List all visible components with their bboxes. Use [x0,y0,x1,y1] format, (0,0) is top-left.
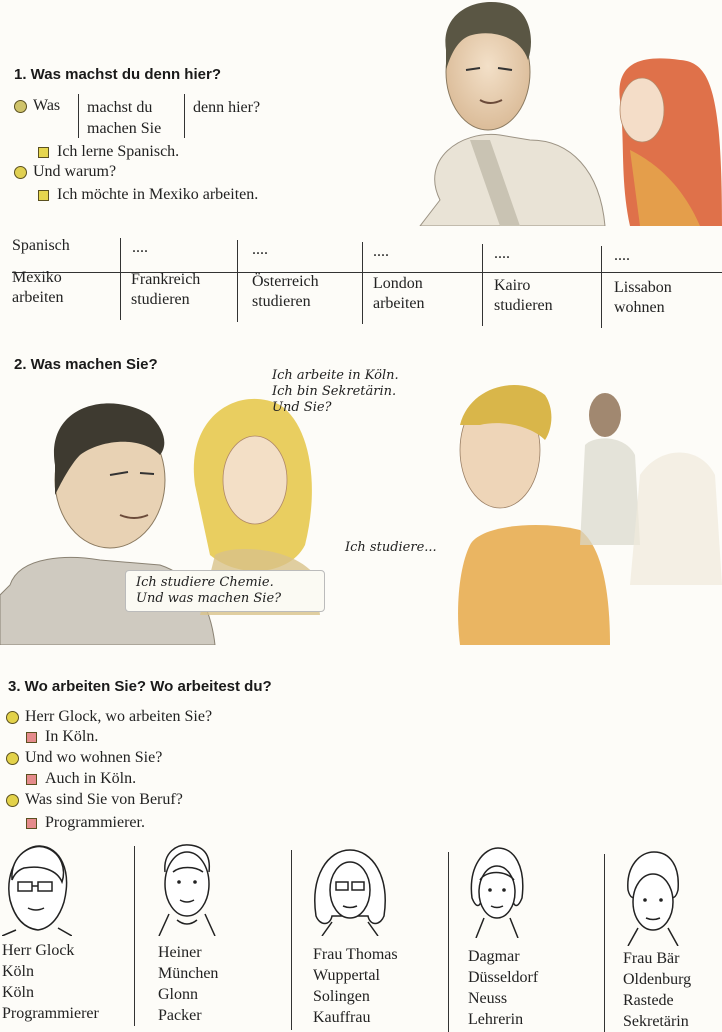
illustration-man-and-woman [380,0,722,226]
question-dot-icon [14,100,27,113]
dialog-question: Was sind Sie von Beruf? [6,790,183,810]
dialog-question: Herr Glock, wo arbeiten Sie? [6,707,212,727]
portrait-herr-glock [2,840,72,936]
person-card-dagmar: Dagmar Düsseldorf Neuss Lehrerin [468,948,539,1028]
question-dot-icon [6,794,19,807]
question-dot-icon [6,752,19,765]
table-header-cell: Spanisch [12,237,70,254]
table-column-rule [120,238,121,320]
person-card-frau-thomas: Frau Thomas Wuppertal Solingen Kauffrau [313,946,398,1026]
table-header-cell: .... [614,247,630,264]
answer-square-icon [38,147,49,158]
table-divider [12,272,722,273]
table-header-cell: .... [494,245,510,262]
portrait-frau-baer [620,850,684,946]
option-divider-left [78,94,79,138]
portrait-dagmar [466,846,528,938]
person-column-rule [604,854,605,1032]
portrait-heiner [155,842,219,936]
dialog-answer: In Köln. [26,727,98,747]
dialog-question: Und wo wohnen Sie? [6,748,162,768]
person-column-rule [448,852,449,1032]
question-dot-icon [14,166,27,179]
dialog-question-1 [14,96,60,116]
table-column-rule [482,244,483,326]
dialog-question-2: Und warum? [14,162,116,182]
answer-square-icon [26,774,37,785]
answer-square-icon [38,190,49,201]
person-card-heiner: Heiner München Glonn Packer [158,944,219,1024]
table-cell: Lissabon wohnen [614,279,672,316]
dialog-answer-1: Ich lerne Spanisch. [38,142,179,162]
person-card-herr-glock: Herr Glock Köln Köln Programmierer [2,942,99,1022]
table-header-cell: .... [252,241,268,258]
table-cell: Österreich studieren [252,273,319,310]
table-column-rule [362,242,363,324]
dialog-answer-2: Ich möchte in Mexiko arbeiten. [38,185,258,205]
table-header-cell: .... [132,239,148,256]
option-divider-right [184,94,185,138]
speech-bubble-secretary: Ich arbeite in Köln. Ich bin Sekretärin. Und Sie? [272,368,399,415]
person-column-rule [291,850,292,1030]
portrait-frau-thomas [310,846,390,936]
table-cell: London arbeiten [373,275,425,312]
question-prefix: Was [33,97,61,114]
table-cell: Frankreich studieren [131,271,201,308]
table-cell: Mexiko arbeiten [12,269,64,306]
table-header-cell: .... [373,243,389,260]
table-column-rule [601,246,602,328]
option-machen-sie: machen Sie [87,120,162,137]
table-cell: Kairo studieren [494,277,553,314]
section-1-heading: 1. Was machst du denn hier? [14,66,221,83]
option-machst-du: machst du [87,99,153,116]
dialog-answer: Auch in Köln. [26,769,136,789]
illustration-conversation [0,385,722,645]
question-dot-icon [6,711,19,724]
speech-bubble-student: Ich studiere... [345,540,437,555]
section-3-heading: 3. Wo arbeiten Sie? Wo arbeitest du? [8,678,272,695]
answer-square-icon [26,818,37,829]
question-suffix: denn hier? [193,99,261,116]
section-2-heading: 2. Was machen Sie? [14,356,158,373]
speech-bubble-chemistry: Ich studiere Chemie. Und was machen Sie? [125,570,325,612]
person-column-rule [134,846,135,1026]
person-card-frau-baer: Frau Bär Oldenburg Rastede Sekretärin [623,950,692,1030]
answer-square-icon [26,732,37,743]
table-column-rule [237,240,238,322]
dialog-answer: Programmierer. [26,813,145,833]
